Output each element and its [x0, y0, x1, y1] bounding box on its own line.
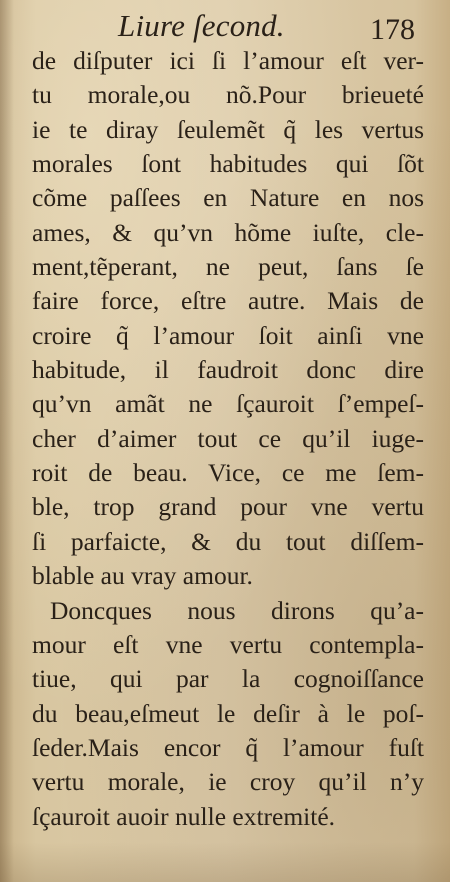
text-line: cher d’aimer tout ce qu’il iuge- [32, 423, 424, 453]
text-line: habitude, il faudroit donc dire [32, 355, 424, 385]
body-text [32, 44, 424, 834]
text-line: roit de beau. Vice, ce me ſem- [32, 458, 424, 488]
text-line: faire force, eſtre autre. Mais de [32, 286, 424, 316]
text-line: ment,tẽperant, ne peut, ſans ſe [32, 252, 424, 282]
text-line: croire q̃ l’amour ſoit ainſi vne [32, 320, 424, 350]
text-line: ſeder.Mais encor q̃ l’amour fuſt [32, 732, 424, 762]
text-line: de diſputer ici ſi l’amour eſt ver- [32, 46, 424, 75]
text-line: tu morale,ou nõ.Pour brieueté [32, 80, 424, 110]
spine-shadow [0, 0, 14, 882]
text-line: Doncques nous dirons qu’a- [50, 595, 424, 625]
text-line: ames, & qu’vn hõme iuſte, cle- [32, 217, 424, 247]
paragraph-1 [32, 44, 424, 594]
text-line: ble, trop grand pour vne vertu [32, 492, 424, 522]
paragraph-2 [32, 594, 424, 834]
text-line: tiue, qui par la cognoiſſance [32, 664, 424, 694]
text-line: qu’vn amãt ne ſçauroit ſ’empeſ- [32, 389, 424, 419]
text-line: ſçauroit auoir nulle extremité. [32, 801, 336, 831]
page-header [0, 8, 450, 48]
text-line: ſi parfaicte, & du tout diſſem- [32, 526, 424, 556]
text-line: mour eſt vne vertu contempla- [32, 629, 424, 659]
text-line: ie te diray ſeulemẽt q̃ les vertus [32, 114, 424, 144]
page-bottom-margin [0, 842, 450, 882]
text-line: du beau,eſmeut le deſir à le poſ- [32, 698, 424, 728]
text-line: vertu morale, ie croy qu’il n’y [32, 767, 424, 797]
running-title: Liure ſecond. [118, 8, 285, 43]
page-number: 178 [370, 13, 415, 46]
text-line: blable au vray amour. [32, 561, 253, 591]
text-line: cõme paſſees en Nature en nos [32, 183, 424, 213]
text-line: morales ſont habitudes qui ſõt [32, 149, 424, 179]
